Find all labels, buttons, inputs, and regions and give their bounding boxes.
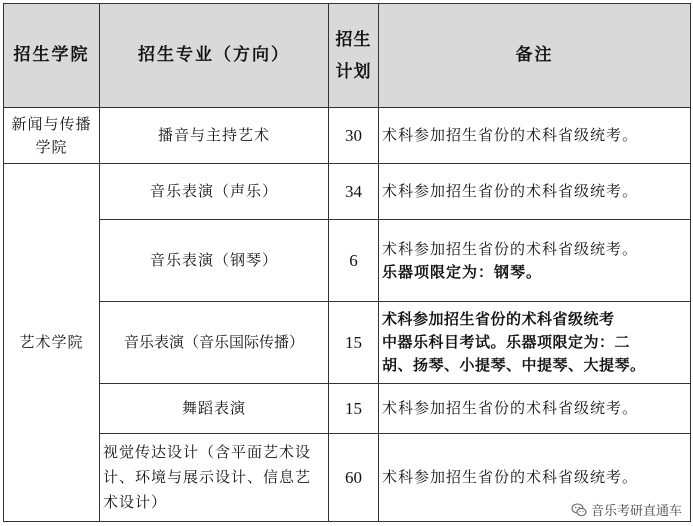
note-cell <box>379 302 691 384</box>
wechat-icon <box>571 502 587 518</box>
watermark <box>568 499 685 520</box>
note-line: 术科参加招生省份的术科省级统考。 <box>382 182 639 200</box>
major-cell: 音乐表演（音乐国际传播） <box>100 302 329 384</box>
header-row <box>4 4 691 108</box>
note-cell <box>379 220 691 302</box>
note-cell <box>379 384 691 434</box>
plan-cell: 30 <box>329 108 379 164</box>
plan-cell: 60 <box>329 434 379 522</box>
table-row <box>4 164 691 220</box>
plan-cell: 15 <box>329 384 379 434</box>
plan-cell: 6 <box>329 220 379 302</box>
major-cell: 音乐表演（声乐） <box>100 164 329 220</box>
header-plan <box>329 4 379 108</box>
note-cell <box>379 108 691 164</box>
major-cell: 舞蹈表演 <box>100 384 329 434</box>
major-cell: 音乐表演（钢琴） <box>100 220 329 302</box>
note-line: 术科参加招生省份的术科省级统考。 <box>382 126 639 144</box>
plan-cell: 15 <box>329 302 379 384</box>
note-cell <box>379 164 691 220</box>
table-row <box>4 220 691 302</box>
note-line-bold: 术科参加招生省份的术科省级统考 <box>382 310 615 328</box>
major-cell: 视觉传达设计（含平面艺术设计、环境与展示设计、信息艺术设计） <box>100 434 329 522</box>
table-row <box>4 302 691 384</box>
table-row <box>4 384 691 434</box>
note-line: 术科参加招生省份的术科省级统考。 <box>382 468 639 486</box>
major-cell: 播音与主持艺术 <box>100 108 329 164</box>
header-major: 招生专业（方向） <box>100 4 329 108</box>
note-line-bold: 乐器项限定为：钢琴。 <box>382 262 543 281</box>
header-plan-line2: 计划 <box>335 61 372 82</box>
table-row <box>4 108 691 164</box>
plan-cell: 34 <box>329 164 379 220</box>
watermark-text: 音乐考研直通车 <box>590 504 682 519</box>
note-line-bold: 中器乐科目考试。乐器项限定为：二 <box>382 333 631 351</box>
note-line: 术科参加招生省份的术科省级统考。 <box>382 399 639 417</box>
admissions-table <box>3 3 691 522</box>
note-line: 术科参加招生省份的术科省级统考。 <box>382 239 639 258</box>
college-cell: 新闻与传播学院 <box>4 108 100 164</box>
college-cell: 艺术学院 <box>4 164 100 522</box>
header-plan-line1: 招生 <box>335 29 372 50</box>
header-note: 备注 <box>379 4 691 108</box>
note-line-bold: 胡、扬琴、小提琴、中提琴、大提琴。 <box>382 356 646 374</box>
header-college: 招生学院 <box>4 4 100 108</box>
